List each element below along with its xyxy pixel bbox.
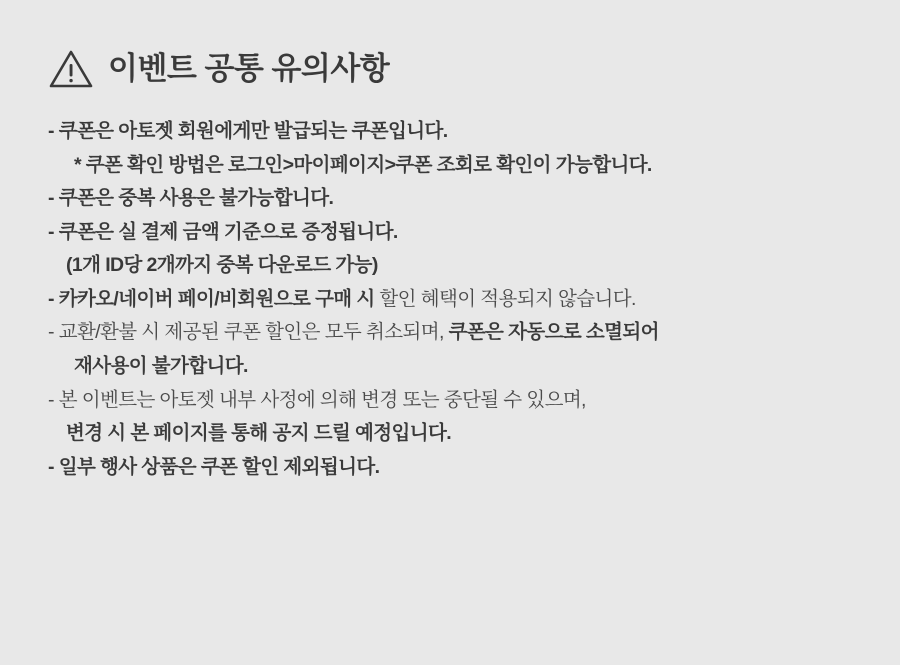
list-item: * 쿠폰 확인 방법은 로그인>마이페이지>쿠폰 조회로 확인이 가능합니다.: [74, 153, 652, 176]
list-item: 재사용이 불가합니다.: [74, 355, 248, 378]
list-item: - 쿠폰은 중복 사용은 불가능합니다.: [48, 187, 334, 210]
list-item: - 쿠폰은 아토젯 회원에게만 발급되는 쿠폰입니다.: [48, 120, 448, 142]
page-title: 이벤트 공통 유의사항: [108, 50, 390, 86]
list-item-lead: - 교환/환불 시 제공된 쿠폰 할인은 모두 취소되며,: [48, 321, 449, 344]
list-item: [48, 284, 860, 316]
list-item: - 일부 행사 상품은 쿠폰 할인 제외됩니다.: [48, 455, 380, 478]
list-item: (1개 ID당 2개까지 중복 다운로드 가능): [66, 254, 378, 277]
warning-triangle-icon: [48, 48, 94, 90]
list-item-lead: - 카카오/네이버 페이/비회원으로 구매 시: [48, 287, 380, 310]
page-heading: [48, 48, 860, 90]
list-item-tail: 쿠폰은 자동으로 소멸되어: [448, 321, 659, 344]
list-item: - 본 이벤트는 아토젯 내부 사정에 의해 변경 또는 중단될 수 있으며,: [48, 388, 586, 411]
list-item: - 쿠폰은 실 결제 금액 기준으로 증정됩니다.: [48, 220, 398, 243]
list-item: [48, 317, 860, 349]
list-item: 변경 시 본 페이지를 통해 공지 드릴 예정입니다.: [66, 422, 452, 445]
notice-list: [48, 116, 860, 483]
list-item-tail: 할인 혜택이 적용되지 않습니다.: [379, 287, 636, 310]
